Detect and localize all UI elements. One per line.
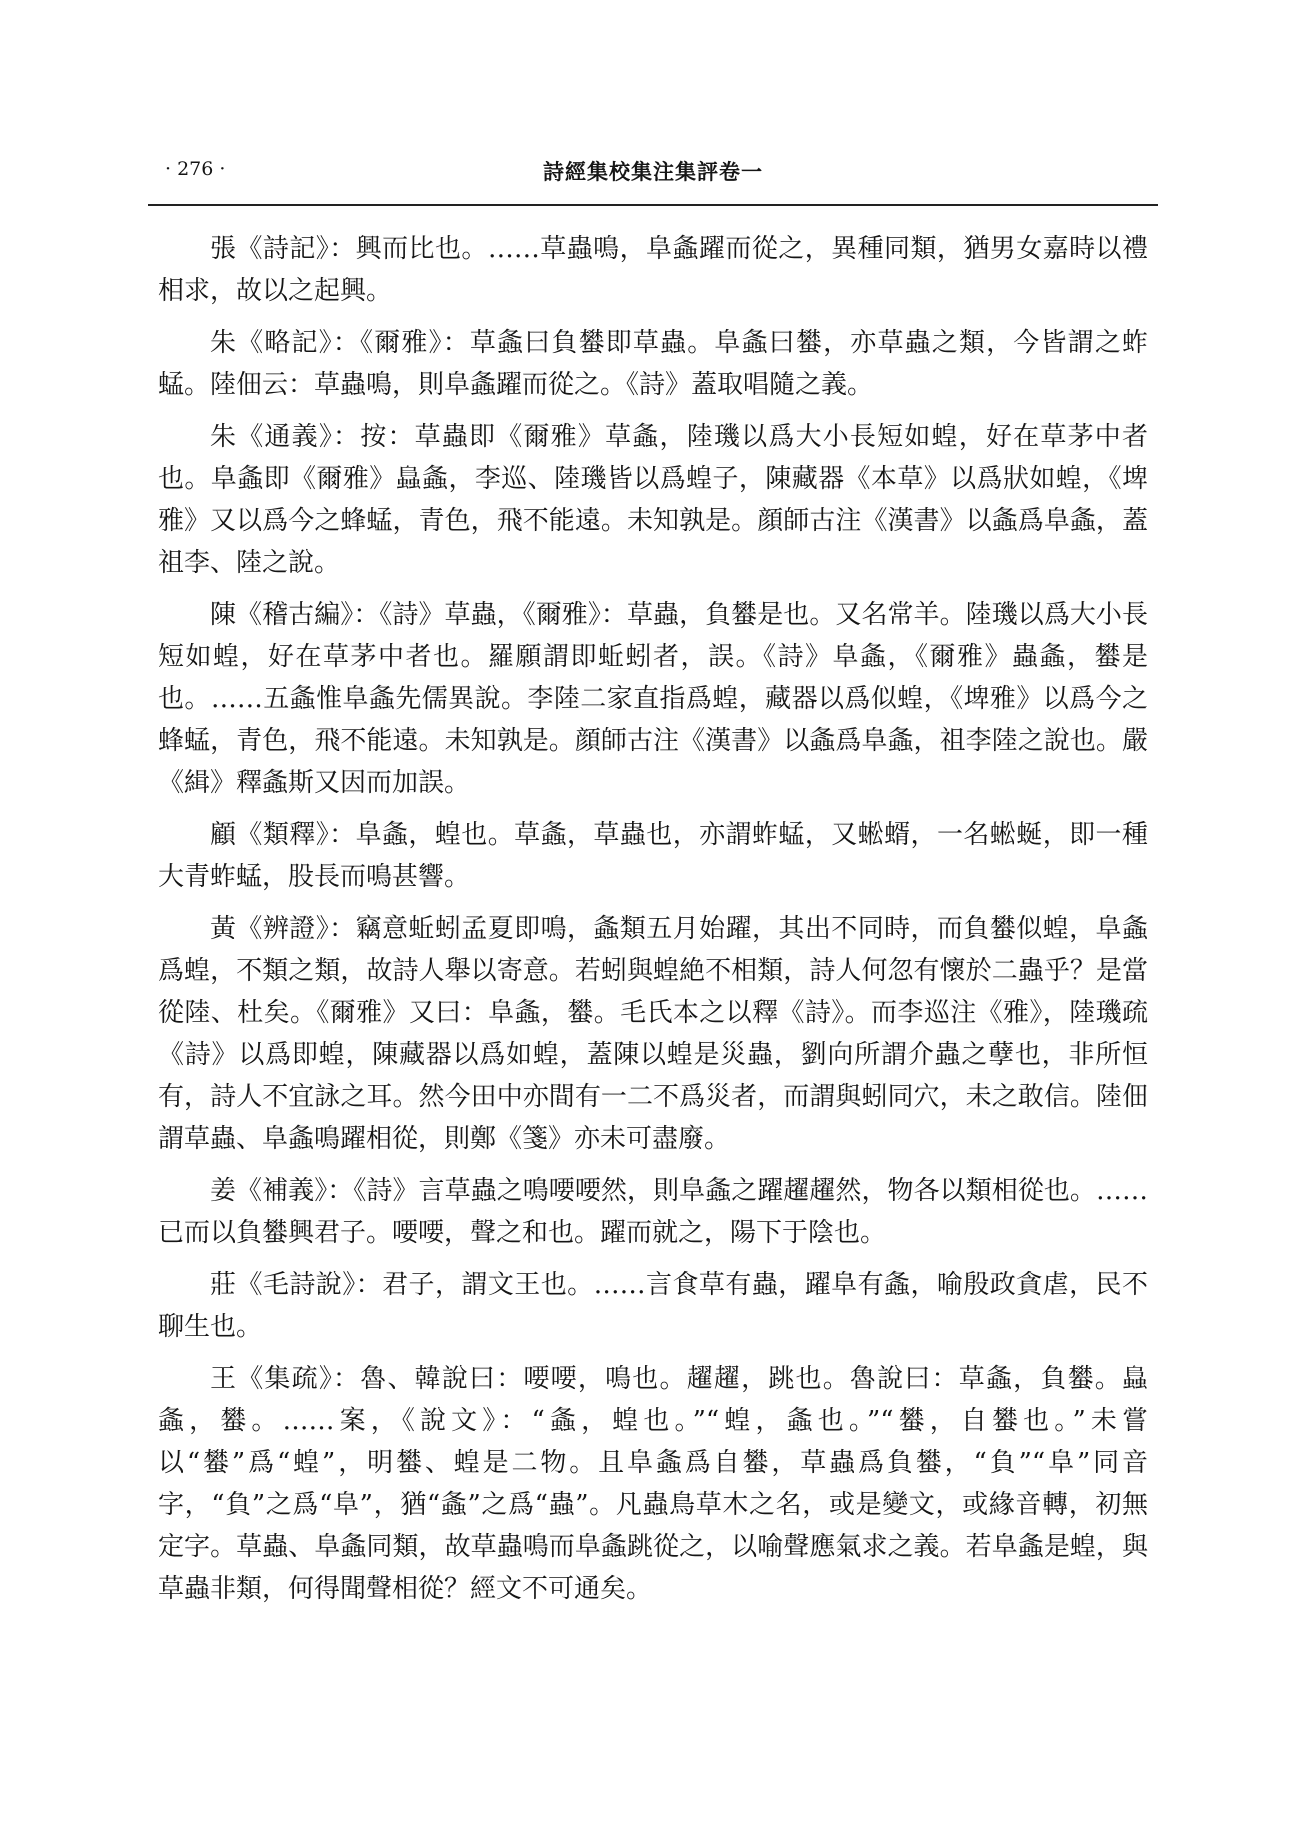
commentary-paragraph-chen-jiguibian: 陳《稽古編》：《詩》草蟲，《爾雅》：草蟲，負蠜是也。又名常羊。陸璣以爲大小長短如蝗，好在草茅中者也。羅願謂即蚯蚓者，誤。《詩》阜螽，《爾雅》蟲螽，蠜是也。……五螽惟阜螽先儒異說。李陸二家直指爲蝗，藏器以爲似蝗，《埤雅》以爲今之蜂蜢，青色，飛不能遠。未知孰是。顔師古注《漢書》以螽爲阜螽，祖李陸之說也。嚴《緝》釋螽斯又因而加誤。 [158,600,1148,798]
commentary-body [158,228,1148,1610]
commentary-paragraph-gu-leishi: 顧《類釋》：阜螽，蝗也。草螽，草蟲也，亦謂蚱蜢，又蜙蝑，一名蜙蜒，即一種大青蚱蜢，股長而鳴甚響。 [158,820,1148,892]
running-title: 詩經集校集注集評卷一 [543,159,763,184]
page-number: · 276 · [165,158,226,180]
commentary-paragraph-jiang-buyi: 姜《補義》：《詩》言草蟲之鳴喓喓然，則阜螽之躍趯趯然，物各以類相從也。……已而以負蠜興君子。喓喓，聲之和也。躍而就之，陽下于陰也。 [158,1176,1148,1248]
commentary-paragraph-zhu-lueji: 朱《略記》：《爾雅》：草螽曰負蠜即草蟲。阜螽曰蠜，亦草蟲之類，今皆謂之蚱蜢。陸佃云：草蟲鳴，則阜螽躍而從之。《詩》蓋取唱隨之義。 [158,328,1148,400]
commentary-paragraph-zhu-tongyi: 朱《通義》：按：草蟲即《爾雅》草螽，陸璣以爲大小長短如蝗，好在草茅中者也。阜螽即《爾雅》𧒂螽，李巡、陸璣皆以爲蝗子，陳藏器《本草》以爲狀如蝗，《埤雅》又以爲今之蜂蜢，青色，飛不能遠。未知孰是。顔師古注《漢書》以螽爲阜螽，蓋祖李、陸之說。 [158,422,1148,578]
commentary-paragraph-zhang-shiji: 張《詩記》：興而比也。……草蟲鳴，阜螽躍而從之，異種同類，猶男女嘉時以禮相求，故以之起興。 [158,234,1148,306]
commentary-paragraph-huang-bianzheng: 黃《辨證》：竊意蚯蚓孟夏即鳴，螽類五月始躍，其出不同時，而負蠜似蝗，阜螽爲蝗，不類之類，故詩人舉以寄意。若蚓與蝗絶不相類，詩人何忽有懷於二蟲乎？是當從陸、杜矣。《爾雅》又曰：阜螽，蠜。毛氏本之以釋《詩》。而李巡注《雅》，陸璣疏《詩》以爲即蝗，陳藏器以爲如蝗，蓋陳以蝗是災蟲，劉向所謂介蟲之孽也，非所恒有，詩人不宜詠之耳。然今田中亦間有一二不爲災者，而謂與蚓同穴，未之敢信。陸佃謂草蟲、阜螽鳴躍相從，則鄭《箋》亦未可盡廢。 [158,914,1148,1154]
commentary-paragraph-wang-jishu: 王《集疏》：魯、韓說曰：喓喓，鳴也。趯趯，跳也。魯說曰：草螽，負蠜。𧒂螽，蠜。……案，《說文》：“螽，蝗也。”“蝗，螽也。”“蠜，自蠜也。”未嘗以“蠜”爲“蝗”，明蠜、蝗是二物。且阜螽爲自蠜，草蟲爲負蠜，“負”“阜”同音字，“負”之爲“阜”，猶“螽”之爲“蟲”。凡蟲鳥草木之名，或是變文，或緣音轉，初無定字。草蟲、阜螽同類，故草蟲鳴而阜螽跳從之，以喻聲應氣求之義。若阜螽是蝗，與草蟲非類，何得聞聲相從？經文不可通矣。 [158,1364,1148,1604]
page-header [148,148,1158,198]
commentary-paragraph-zhuang-maoshishuo: 莊《毛詩說》：君子，謂文王也。……言食草有蟲，躍阜有螽，喻殷政貪虐，民不聊生也。 [158,1270,1148,1342]
header-rule [148,204,1158,206]
